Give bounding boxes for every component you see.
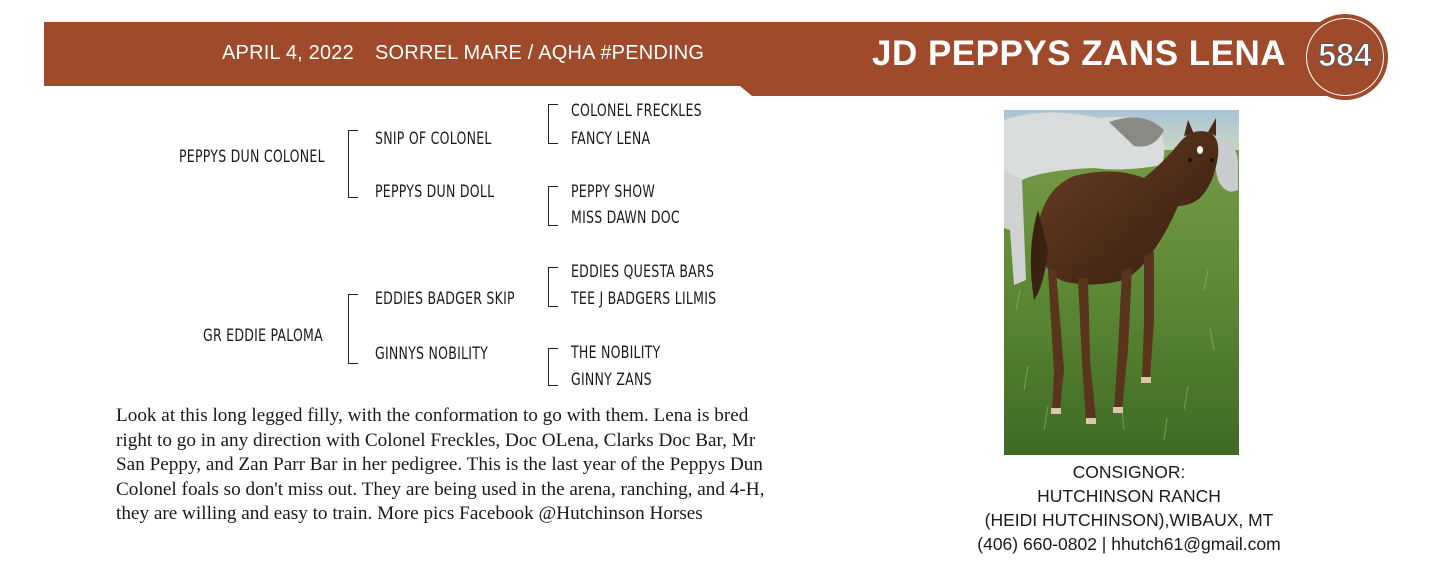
ggp-name-1: COLONEL FRECKLES [571,101,702,121]
horse-name-title: JD PEPPYS ZANS LENA [872,34,1287,73]
ggp-bracket-1 [548,104,558,144]
ggp-bracket-2 [548,186,558,226]
ggp-name-7: THE NOBILITY [571,343,661,363]
sire-dam-name: PEPPYS DUN DOLL [375,182,495,202]
sire-name: PEPPYS DUN COLONEL [179,147,325,167]
dam-bracket [348,294,358,364]
sire-sire-name: SNIP OF COLONEL [375,129,492,149]
consignor-contact: (406) 660-0802 | hhutch61@gmail.com [977,534,1281,554]
consignor-info [944,460,1314,556]
dam-name: GR EDDIE PALOMA [203,326,323,346]
lot-number: 584 [1318,37,1372,73]
ggp-name-6: TEE J BADGERS LILMIS [571,289,717,309]
ggp-name-4: MISS DAWN DOC [571,208,680,228]
foal-date: APRIL 4, 2022 [222,42,354,64]
horse-photo [1004,110,1239,455]
ggp-bracket-3 [548,267,558,307]
horse-description-paragraph: Look at this long legged filly, with the conformation to go with them. Lena is bred right to go in any direction with Colonel Freckles, Doc OLena, Clarks Doc Bar, Mr San Peppy, and Zan Parr Bar in her pedigree. This is the last year of the Peppys Dun Colonel foals so don't miss out. They are being used in the arena, ranching, and 4-H, they are willing and easy to train. More pics Facebook @Hutchinson Horses [116,405,765,524]
ggp-name-5: EDDIES QUESTA BARS [571,262,715,282]
ggp-bracket-4 [548,348,558,386]
sire-bracket [348,130,358,198]
consignor-name: HUTCHINSON RANCH [1037,486,1221,506]
header-band-tail [740,86,1340,96]
dam-sire-name: EDDIES BADGER SKIP [375,289,515,309]
ggp-name-2: FANCY LENA [571,129,651,149]
consignor-label: CONSIGNOR: [1072,462,1186,482]
consignor-location: (HEIDI HUTCHINSON),WIBAUX, MT [984,510,1274,530]
ggp-name-3: PEPPY SHOW [571,182,656,202]
ggp-name-8: GINNY ZANS [571,370,652,390]
dam-dam-name: GINNYS NOBILITY [375,344,489,364]
horse-description: SORREL MARE / AQHA #PENDING [375,42,705,64]
